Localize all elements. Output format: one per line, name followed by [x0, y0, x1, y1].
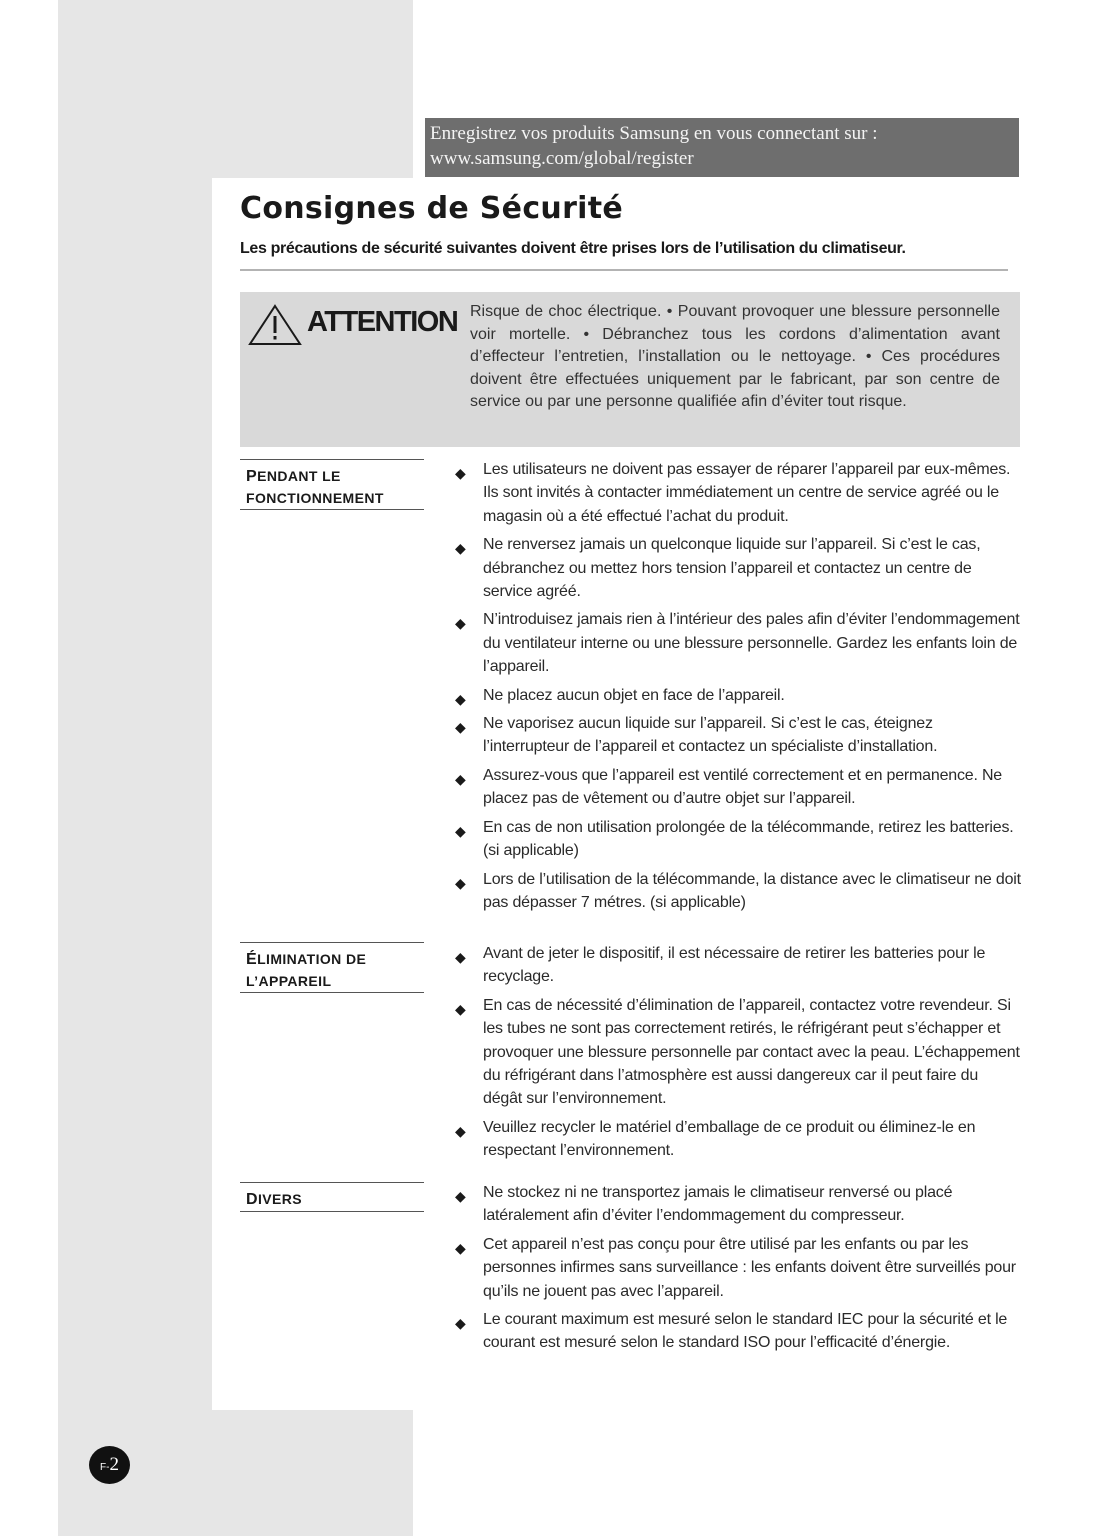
list-item	[455, 608, 1021, 678]
bullet-diamond-icon: ◆	[455, 615, 466, 632]
register-banner	[425, 118, 1019, 177]
list-item-text: En cas de nécessité d’élimination de l’appareil, contactez votre revendeur. Si les tubes ne sont pas correctement retirés, le réfrigérant peut s’échapper et provoquer une blessure personnelle par contact avec la peau. L’échappement du réfrigérant dans l’atmosphère est aussi dangereux car il peut faire du dégât sur l’environnement.	[483, 996, 1020, 1108]
list-item	[455, 1233, 1021, 1303]
list-item-text: Ne renversez jamais un quelconque liquide sur l’appareil. Si c’est le cas, débranchez ou mettez hors tension l’appareil et contactez un centre de service agréé.	[483, 536, 981, 601]
register-banner-line1: Enregistrez vos produits Samsung en vous connectant sur :	[430, 123, 878, 144]
attention-box	[240, 292, 1020, 447]
section-heading-line2: L’APPAREIL	[246, 972, 332, 989]
bullet-diamond-icon: ◆	[455, 874, 466, 891]
list-item-text: Ne vaporisez aucun liquide sur l’appareil. Si c’est le cas, éteignez l’interrupteur de l’appareil et contactez un spécialiste d’installation.	[483, 715, 938, 756]
bullet-diamond-icon: ◆	[455, 1239, 466, 1256]
list-item	[455, 994, 1021, 1111]
list-item-text: En cas de non utilisation prolongée de la télécommande, retirez les batteries. (si applicable)	[483, 818, 1014, 860]
bullet-diamond-icon: ◆	[455, 1122, 466, 1139]
bullet-list-divers	[455, 1181, 1021, 1355]
warning-triangle-icon	[248, 304, 302, 346]
bullet-list-elimination-de-l-appareil	[455, 942, 1021, 1163]
list-item-text: Cet appareil n’est pas conçu pour être utilisé par les enfants ou par les personnes infirmes sans surveillance : les enfants doivent être surveillés pour qu’ils ne jouent pas avec l’appareil.	[483, 1235, 1016, 1300]
list-item-text: Lors de l’utilisation de la télécommande, la distance avec le climatiseur ne doit pas dépasser 7 métres. (si applicable)	[483, 870, 1021, 911]
section-heading-rest: IVERS	[257, 1191, 302, 1207]
subtitle-divider	[240, 269, 1008, 271]
list-item-text: Ne placez aucun objet en face de l’appareil.	[483, 686, 785, 704]
list-item-text: Les utilisateurs ne doivent pas essayer de réparer l’appareil par eux-mêmes. Ils sont invités à contacter immédiatement un centre de service agréé ou le magasin où a été effectué l’achat du produit.	[483, 461, 1011, 525]
section-heading-initial: P	[246, 468, 258, 485]
list-item	[455, 533, 1021, 603]
bullet-diamond-icon: ◆	[455, 1000, 466, 1017]
section-heading-initial: É	[246, 951, 258, 968]
page-number: 2	[109, 1454, 119, 1475]
section-heading-initial: D	[246, 1191, 258, 1208]
list-item	[455, 1181, 1021, 1228]
bullet-diamond-icon: ◆	[455, 719, 466, 736]
bullet-diamond-icon: ◆	[455, 1188, 466, 1204]
bullet-diamond-icon: ◆	[455, 770, 466, 787]
bullet-list-pendant-le-fonctionnement	[455, 458, 1021, 914]
bullet-diamond-icon: ◆	[455, 540, 466, 557]
list-item	[455, 942, 1021, 989]
section-heading-line2: FONCTIONNEMENT	[246, 489, 384, 506]
page-number-prefix: F-	[100, 1462, 110, 1473]
page-number-badge	[89, 1446, 130, 1484]
bullet-diamond-icon: ◆	[455, 822, 466, 839]
list-item-text: Ne stockez ni ne transportez jamais le climatiseur renversé ou placé latéralement afin d’éviter l’endommagement du compresseur.	[483, 1184, 953, 1225]
bullet-diamond-icon: ◆	[455, 949, 466, 965]
list-item-text: Veuillez recycler le matériel d’emballage de ce produit ou éliminez-le en respectant l’environnement.	[483, 1118, 976, 1160]
bullet-diamond-icon: ◆	[455, 1315, 466, 1332]
section-heading-divers	[240, 1182, 424, 1212]
register-banner-line2: www.samsung.com/global/register	[430, 148, 694, 169]
list-item	[455, 868, 1021, 915]
section-heading-pendant-le-fonctionnement	[240, 459, 424, 510]
section-heading-elimination-de-l-appareil	[240, 942, 424, 993]
list-item-text: Assurez-vous que l’appareil est ventilé correctement et en permanence. Ne placez pas de vêtement ou d’autre objet sur l’appareil.	[483, 766, 1003, 808]
list-item	[455, 764, 1021, 811]
attention-label: ATTENTION	[307, 306, 458, 338]
list-item	[455, 1308, 1021, 1355]
list-item	[455, 1116, 1021, 1163]
section-heading-rest: ENDANT LE	[257, 468, 341, 484]
list-item	[455, 816, 1021, 863]
attention-text: Risque de choc électrique. • Pouvant provoquer une blessure personnelle voir mortelle. • Débranchez tous les cordons d’alimentation avant d’effecteur l’entretien, l’installation ou le nettoyage. • Ces procédures doivent être effectuées uniquement par le fabricant, par son centre de service ou par une personne qualifiée afin d’éviter tout risque.	[470, 303, 1000, 411]
section-heading-rest: LIMINATION DE	[257, 951, 367, 967]
list-item-text: Le courant maximum est mesuré selon le standard IEC pour la sécurité et le courant est mesuré selon le standard ISO pour l’efficacité d’énergie.	[483, 1311, 1008, 1352]
list-item-text: N’introduisez jamais rien à l’intérieur des pales afin d’éviter l’endommagement du ventilateur interne ou une blessure personnelle. Gardez les enfants loin de l’appareil.	[483, 611, 1020, 676]
page-subtitle: Les précautions de sécurité suivantes doivent être prises lors de l’utilisation du climatiseur.	[240, 240, 906, 257]
bullet-diamond-icon: ◆	[455, 690, 466, 707]
list-item	[455, 458, 1021, 528]
page-title: Consignes de Sécurité	[240, 191, 624, 226]
bullet-diamond-icon: ◆	[455, 465, 466, 481]
list-item	[455, 684, 1021, 707]
list-item	[455, 712, 1021, 759]
list-item-text: Avant de jeter le dispositif, il est nécessaire de retirer les batteries pour le recyclage.	[483, 945, 986, 986]
